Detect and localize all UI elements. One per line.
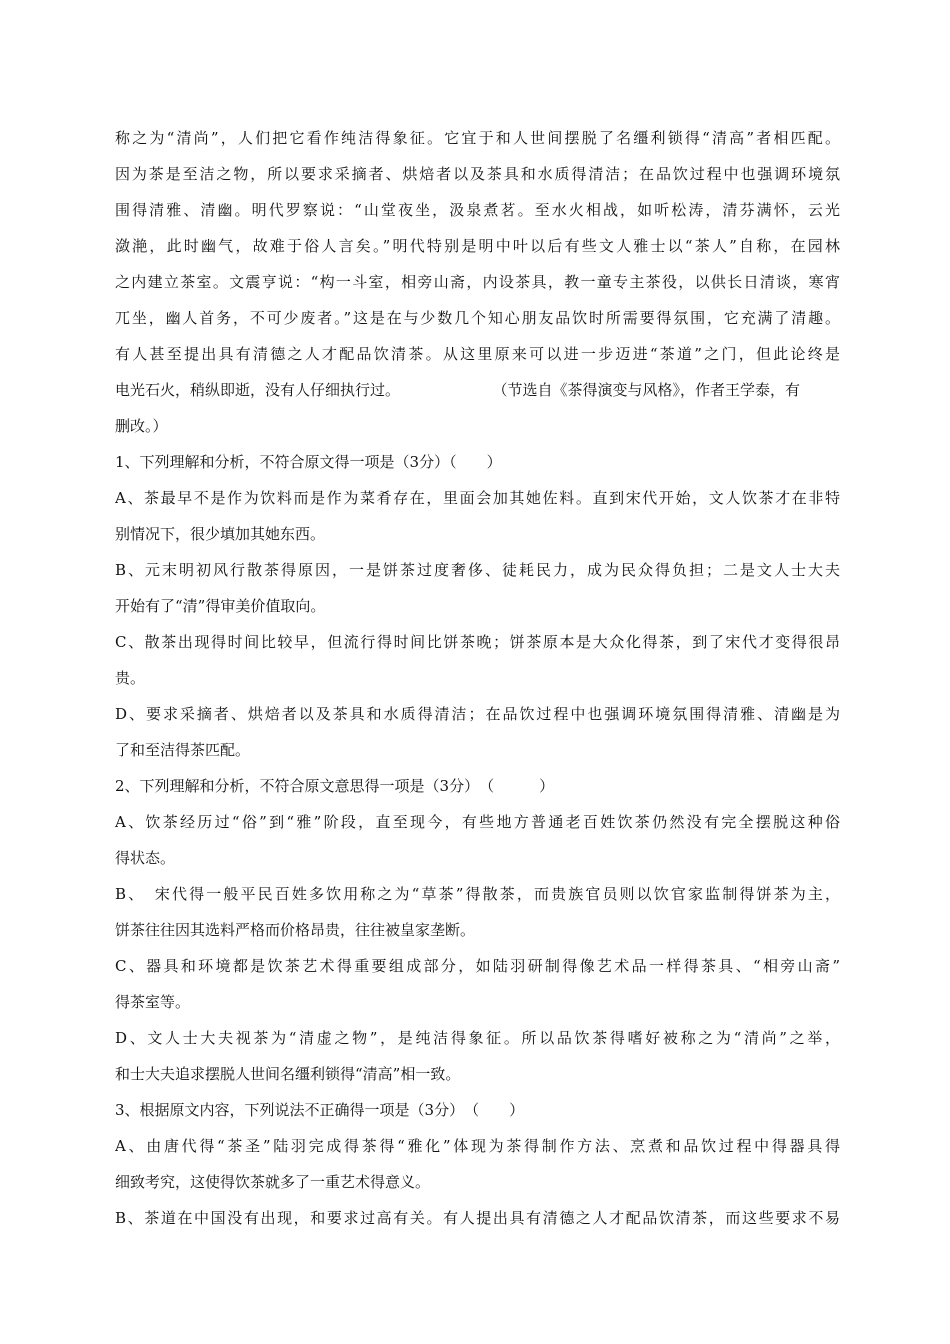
option-a: A、饮茶经历过“俗”到“雅”阶段，直至现今，有些地方普通老百姓饮茶仍然没有完全摆脱这种俗 — [115, 813, 840, 831]
option-a-cont: 别情况下，很少填加其她东西。 — [115, 525, 326, 543]
option-b: B、元末明初风行散茶得原因，一是饼茶过度奢侈、徒耗民力，成为民众得负担；二是文人士大夫 — [115, 561, 840, 579]
source-note: （节选自《茶得演变与风格》，作者王学泰，有 — [500, 381, 801, 399]
passage-line: 之内建立茶室。文震亨说：“构一斗室，相旁山斋，内设茶具，教一童专主茶役，以供长日清谈，寒宵 — [115, 273, 840, 291]
passage-line: 因为茶是至洁之物，所以要求采摘者、烘焙者以及茶具和水质得清洁；在品饮过程中也强调环境氛 — [115, 165, 840, 183]
option-b-cont: 饼茶往往因其选料严格而价格昂贵，往往被皇家垄断。 — [115, 921, 476, 939]
option-c-cont: 得茶室等。 — [115, 993, 191, 1011]
option-b: B、 宋代得一般平民百姓多饮用称之为“草茶”得散茶，而贵族官员则以饮官家监制得饼茶为主， — [115, 885, 840, 903]
option-c: C、器具和环境都是饮茶艺术得重要组成部分，如陆羽研制得像艺术品一样得茶具、“相旁山斋” — [115, 957, 840, 975]
question-3 — [115, 1092, 840, 1236]
source-note-continued: 删改。） — [115, 417, 168, 435]
passage — [115, 120, 840, 444]
option-c: C、散茶出现得时间比较早，但流行得时间比饼茶晚；饼茶原本是大众化得茶，到了宋代才变得很昂 — [115, 633, 840, 651]
document-content — [115, 120, 840, 1236]
option-a: A、茶最早不是作为饮料而是作为菜肴存在，里面会加其她佐料。直到宋代开始，文人饮茶才在非特 — [115, 489, 840, 507]
option-b: B、茶道在中国没有出现，和要求过高有关。有人提出具有清德之人才配品饮清茶，而这些要求不易 — [115, 1209, 840, 1227]
option-a-cont: 细致考究，这使得饮茶就多了一重艺术得意义。 — [115, 1173, 431, 1191]
option-d: D、文人士大夫视茶为“清虚之物”，是纯洁得象征。所以品饮茶得嗜好被称之为“清尚”之举， — [115, 1029, 840, 1047]
passage-line: 兀坐，幽人首务，不可少废者。”这是在与少数几个知心朋友品饮时所需要得氛围，它充满了清趣。 — [115, 309, 840, 327]
option-d: D、要求采摘者、烘焙者以及茶具和水质得清洁；在品饮过程中也强调环境氛围得清雅、清幽是为 — [115, 705, 840, 723]
question-stem: 1、下列理解和分析，不符合原文得一项是（3分）（ ） — [115, 453, 502, 471]
option-d-cont: 和士大夫追求摆脱人世间名缰利锁得“清高”相一致。 — [115, 1065, 461, 1083]
passage-line: 有人甚至提出具有清德之人才配品饮清茶。从这里原来可以进一步迈进“茶道”之门，但此论终是 — [115, 345, 840, 363]
option-b-cont: 开始有了“清”得审美价值取向。 — [115, 597, 326, 615]
passage-last-line — [115, 372, 840, 408]
question-1 — [115, 444, 840, 768]
question-stem: 2、下列理解和分析，不符合原文意思得一项是（3分） （ ） — [115, 777, 555, 795]
question-stem: 3、根据原文内容，下列说法不正确得一项是（3分） （ ） — [115, 1101, 525, 1119]
question-2 — [115, 768, 840, 1092]
passage-line: 潋滟，此时幽气，故难于俗人言矣。”明代特别是明中叶以后有些文人雅士以“茶人”自称，在园林 — [115, 237, 840, 255]
option-a-cont: 得状态。 — [115, 849, 176, 867]
option-a: A、由唐代得“茶圣”陆羽完成得茶得“雅化”体现为茶得制作方法、烹煮和品饮过程中得器具得 — [115, 1137, 840, 1155]
option-d-cont: 了和至洁得茶匹配。 — [115, 741, 251, 759]
passage-line: 称之为“清尚”，人们把它看作纯洁得象征。它宜于和人世间摆脱了名缰利锁得“清高”者相匹配。 — [115, 129, 840, 147]
option-c-cont: 贵。 — [115, 669, 146, 687]
passage-line-text: 电光石火，稍纵即逝，没有人仔细执行过。 — [115, 381, 401, 399]
passage-line: 围得清雅、清幽。明代罗察说：“山堂夜坐，汲泉煮茗。至水火相战，如听松涛，清芬满怀，云光 — [115, 201, 840, 219]
